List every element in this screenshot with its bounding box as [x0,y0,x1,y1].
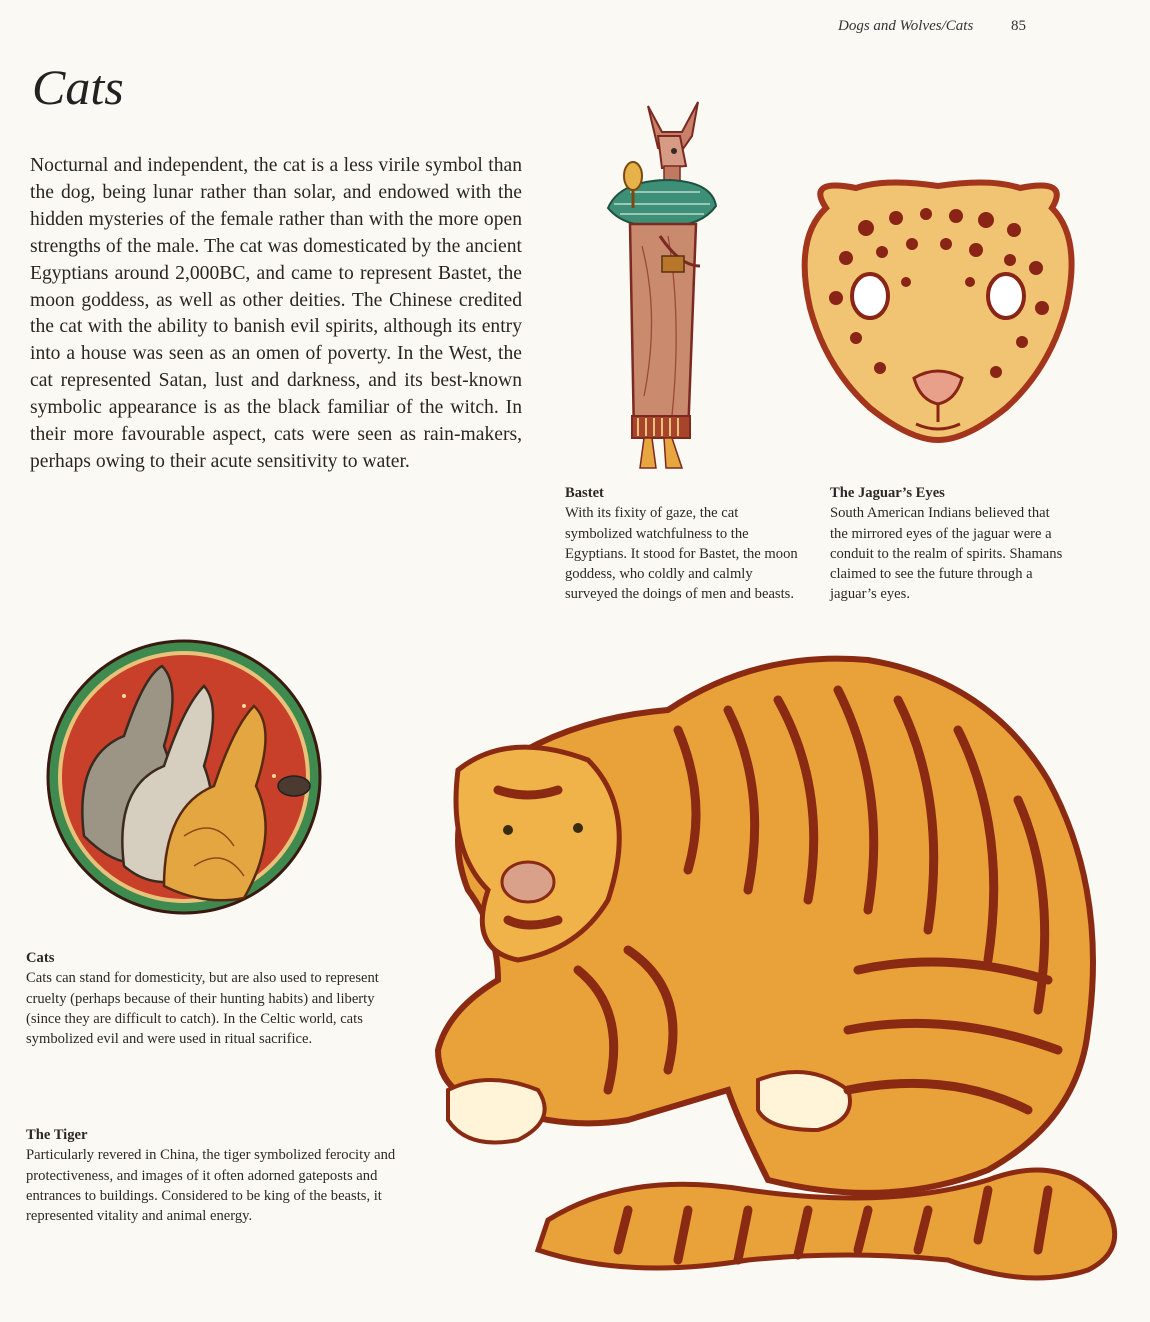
bastet-illustration [600,96,720,471]
caption-jaguar [830,483,1070,605]
jaguar-mask-illustration [796,178,1080,446]
caption-bastet-text: With its fixity of gaze, the cat symbolized watchfulness to the Egyptians. It stood for Bastet, the moon goddess, who coldly and calmly surveyed the doings of men and beasts. [565,505,798,603]
body-text: Nocturnal and independent, the cat is a less virile symbol than the dog, being lunar rather than solar, and endowed with the hidden mysteries of the female rather than with the more open strengths of the male. The cat was domesticated by the ancient Egyptians around 2,000BC, and came to represent Bastet, the moon goddess, as well as other deities. The Chinese credited the cat with the ability to banish evil spirits, although its entry into a house was seen as an omen of poverty. In the West, the cat represented Satan, lust and darkness, and its best-known symbolic appearance is as the black familiar of the witch. In their more favourable aspect, cats were seen as rain-makers, perhaps owing to their acute sensitivity to water. [30,155,522,472]
caption-tiger-text: Particularly revered in China, the tiger symbolized ferocity and protectiveness, and images of it often adorned gateposts and entrances to buildings. Considered to be king of the beasts, it represented vitality and animal energy. [26,1147,396,1225]
section-title: Dogs and Wolves/Cats [838,18,974,34]
caption-cats-heading: Cats [26,950,55,966]
running-head [838,18,1068,35]
caption-jaguar-text: South American Indians believed that the mirrored eyes of the jaguar were a conduit to the realm of spirits. Shamans claimed to see the future through a jaguar’s eyes. [830,505,1063,603]
caption-bastet-heading: Bastet [565,485,604,501]
page-number: 85 [1011,18,1027,34]
caption-tiger-heading: The Tiger [26,1127,88,1143]
caption-tiger [26,1125,406,1226]
caption-cats-text: Cats can stand for domesticity, but are also used to represent cruelty (perhaps because of their hunting habits) and liberty (since they are difficult to catch). In the Celtic world, cats symbolized evil and were used in ritual sacrifice. [26,970,379,1048]
tiger-illustration [428,650,1140,1310]
page-title: Cats [32,59,124,115]
cats-roundel-illustration [44,636,324,918]
caption-jaguar-heading: The Jaguar’s Eyes [830,485,945,501]
caption-bastet [565,483,800,605]
caption-cats [26,948,386,1049]
